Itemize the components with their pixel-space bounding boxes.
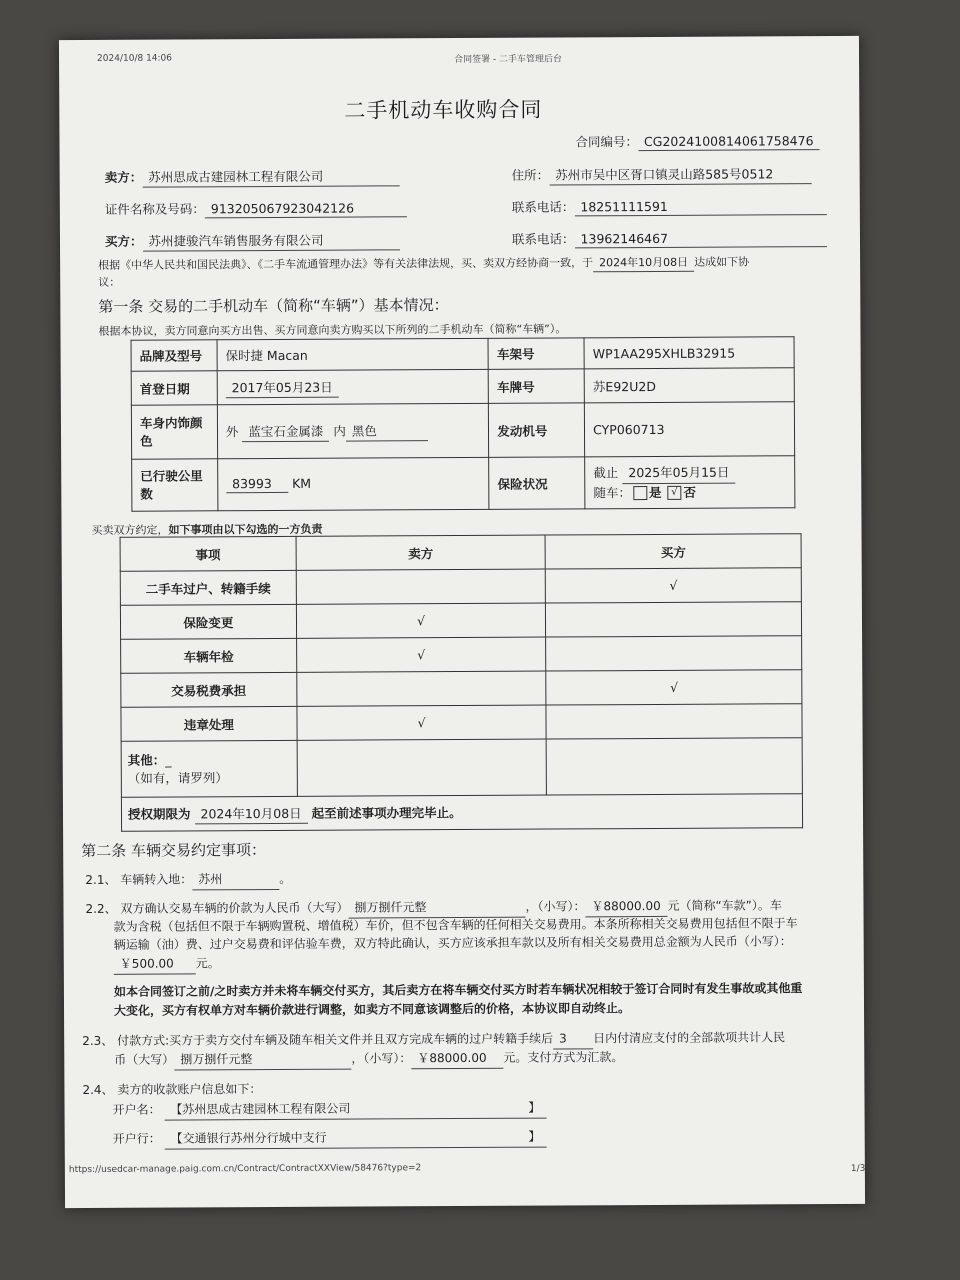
with-car-label: 随车： [593,484,632,500]
resp-buyer-mark: √ [546,568,802,603]
buyer-phone: 13962146467 [574,230,826,248]
table-row [121,704,802,742]
mileage-value: 83993 [226,476,288,493]
contract-number [575,131,819,151]
seller-phone-row [512,196,827,217]
checkbox-no[interactable]: √ [667,486,681,500]
seller-id-label: 证件名称及号码： [104,201,205,217]
c23-days: 3 [553,1029,593,1049]
c22-a: 双方确认交易车辆的价款为人民币（大写） [120,900,349,916]
mileage-label: 已行驶公里数 [132,459,218,511]
contract-page [59,36,865,1208]
resp-item: 违章处理 [121,706,297,741]
preamble-suffix: 达成如下协 [694,255,750,269]
preamble [98,253,749,274]
resp-buyer-mark [546,636,802,671]
engine-label: 发动机号 [489,403,585,458]
other-hint: （如有，请罗列） [127,769,228,786]
c23-b: 日内付清应支付的全部款项共计人民 [593,1030,786,1046]
interior-color: 黑色 [346,421,428,441]
c21-end: 。 [279,871,292,886]
bank-field [164,1128,546,1150]
seller-id-value: 913205067923042126 [205,200,407,218]
c23-e: 元。支付方式为汇款。 [503,1050,624,1065]
buyer-phone-label: 联系电话： [511,231,575,247]
resp-intro-bold: 如下事项由以下勾选的一方负责 [168,522,323,537]
acct-name-label: 开户名： [112,1102,161,1117]
plate-value: 苏E92U2D [584,368,794,403]
c23-c: 币（大写） [114,1052,175,1067]
opt-no-label: 否 [683,484,697,500]
bank-label: 开户行： [112,1131,161,1146]
resp-item: 二手车过户、转籍手续 [120,570,296,605]
contract-number-value: CG2024100814061758476 [638,133,820,151]
insurance-until [593,463,786,484]
head-seller: 卖方 [296,535,546,570]
opt-yes-label: 是 [648,484,662,500]
table-row [121,636,802,674]
reg-date-value: 2017年05月23日 [226,377,339,398]
c21-value: 苏州 [192,870,279,890]
interior-prefix: 内 [333,423,346,439]
c21-num: 2.1、 [85,872,117,887]
resp-seller-mark: √ [297,705,547,740]
insurance-until-date: 2025年05月15日 [622,463,735,484]
seller-row [105,166,400,188]
seller-id-row [105,198,407,219]
deadline-suffix: 起至前述事项办理完毕止。 [311,804,462,821]
c23-d: ，（小写）： [351,1051,412,1066]
print-page-title: 合同签署 - 二手车管理后台 [454,54,563,66]
c22-lower: ￥88000.00 [585,897,667,917]
bold-clause-line2: 大变化，买方有权单方对车辆价款进行调整，如卖方不同意该调整后的价格，本协议即自动终止。 [113,1001,631,1018]
c22-num: 2.2、 [85,901,117,916]
exterior-color: 蓝宝石金属漆 [242,421,329,441]
c22-fee-end: 元。 [195,956,220,971]
mileage-unit: KM [292,475,312,491]
c22-fee-row [114,954,220,975]
resp-buyer-mark: √ [546,670,802,705]
engine-value: CYP060713 [584,402,794,457]
clause-2-1 [85,870,291,891]
vin-label: 车架号 [488,338,584,370]
c22-line3: 辆运输（油）费、过户交易费和评估验车费，双方特此确认，买方应该承担车款以及所有相关交易费用总金额为人民币（小写）： [113,934,792,952]
c22-fee: ￥500.00 [114,954,196,974]
acct-name-field [164,1099,546,1121]
seller-label: 卖方： [104,169,143,185]
other-label: 其他： [127,752,166,768]
table-row [120,602,801,640]
other-buyer [546,738,802,795]
insurance-until-prefix: 截止 [593,464,619,480]
resp-item: 车辆年检 [121,638,297,673]
deadline-label: 授权期限为 [127,805,191,822]
checkbox-yes[interactable] [633,486,647,500]
plate-label: 车牌号 [489,369,585,404]
c24-text: 卖方的收款账户信息如下： [117,1082,262,1097]
bank-name: 交通银行苏州分行城中支行 [182,1130,327,1146]
resp-seller-mark [297,671,547,706]
resp-buyer-mark [546,704,802,739]
resp-seller-mark: √ [296,603,546,638]
print-url: https://usedcar-manage.paig.com.cn/Contract/ContractXXView/58476?type=2 [68,1163,422,1176]
vin-value: WP1AA295XHLB32915 [584,337,794,369]
print-datetime: 2024/10/8 14:06 [97,53,173,64]
c23-num: 2.3、 [82,1033,114,1048]
insurance-label: 保险状况 [489,457,585,510]
article1-title: 第一条 交易的二手机动车（简称“车辆”）基本情况： [98,296,449,316]
account-name-row [113,1099,547,1121]
seller-address-label: 住所： [511,167,550,183]
c22-line2: 款为含税（包括但不限于车辆购置税、增值税）车价，但不包含车辆的任何相关交易费用。本条所称相关交易费用包括但不限于车 [113,916,798,934]
deadline-date: 2024年10月08日 [194,803,307,824]
bracket-right: 】 [528,1129,541,1144]
page-number: 1/3 [850,1163,866,1174]
resp-item: 交易税费承担 [121,672,297,707]
other-cell [121,740,297,797]
buyer-row [105,230,400,252]
c22-b: ，（小写）： [525,899,586,914]
seller-address-row [512,164,812,186]
head-item: 事项 [120,536,296,571]
c23-lower: ￥88000.00 [411,1049,503,1069]
page-title: 二手机动车收购合同 [344,97,543,123]
buyer-label: 买方： [104,233,143,249]
seller-phone-label: 联系电话： [511,199,575,215]
acct-name: 苏州思成古建园林工程有限公司 [182,1101,351,1117]
article1-intro: 根据本协议，卖方同意向买方出售、买方同意向卖方购买以下所列的二手机动车（简称“车辆”）。 [98,322,567,338]
seller-phone: 18251111591 [574,198,826,216]
responsibility-table [120,533,804,832]
deadline-cell [121,794,802,832]
preamble-line2: 议： [98,275,121,289]
resp-buyer-mark [546,602,802,637]
c21-text: 车辆转入地： [120,872,193,887]
bracket-left: 【 [170,1131,183,1146]
preamble-date: 2024年10月08日 [593,254,694,273]
with-car-row [593,483,786,502]
contract-number-label: 合同编号： [575,134,639,150]
c24-num: 2.4、 [82,1082,114,1097]
table-row [121,670,802,708]
table-row [120,568,801,606]
head-buyer: 买方 [545,534,801,569]
exterior-prefix: 外 [225,423,239,439]
brand-value: 保时捷 Macan [217,338,489,370]
bracket-right: 】 [528,1100,541,1115]
c23-line2 [114,1048,623,1071]
vehicle-table [131,336,796,511]
brand-label: 品牌及型号 [131,340,217,371]
c22-upper: 捌万捌仟元整 [348,898,525,919]
article2-title: 第二条 车辆交易约定事项： [81,841,267,860]
c23-upper: 捌万捌仟元整 [174,1050,351,1071]
bracket-left: 【 [170,1102,183,1117]
buyer-phone-row [512,228,827,249]
c22-c: 元（简称“车款”）。车 [667,898,782,913]
c23-a: 付款方式:买方于卖方交付车辆及随车相关文件并且双方完成车辆的过户转籍手续后 [117,1031,554,1048]
resp-item: 保险变更 [120,604,296,639]
other-seller [297,739,547,796]
reg-date-label: 首登日期 [131,371,217,405]
other-blank: _ [165,752,172,768]
resp-seller-mark [296,569,546,604]
bank-row [113,1128,547,1150]
buyer-name: 苏州捷骏汽车销售服务有限公司 [142,230,399,251]
clause-2-4 [82,1080,261,1099]
seller-address: 苏州市吴中区胥口镇灵山路585号0512 [549,164,811,185]
color-label: 车身内饰颜色 [131,405,217,459]
resp-seller-mark: √ [296,637,546,672]
resp-intro-prefix: 买卖双方约定， [91,523,169,537]
bold-clause-line1: 如本合同签订之前/之时卖方并未将车辆交付买方，其后卖方在将车辆交付买方时若车辆状况相较于签订合同时有发生事故或其他重 [113,981,803,999]
seller-name: 苏州思成古建园林工程有限公司 [142,166,399,187]
preamble-text: 根据《中华人民共和国民法典》、《二手车流通管理办法》等有关法律法规，买、卖双方经协商一致，于 [98,256,594,272]
